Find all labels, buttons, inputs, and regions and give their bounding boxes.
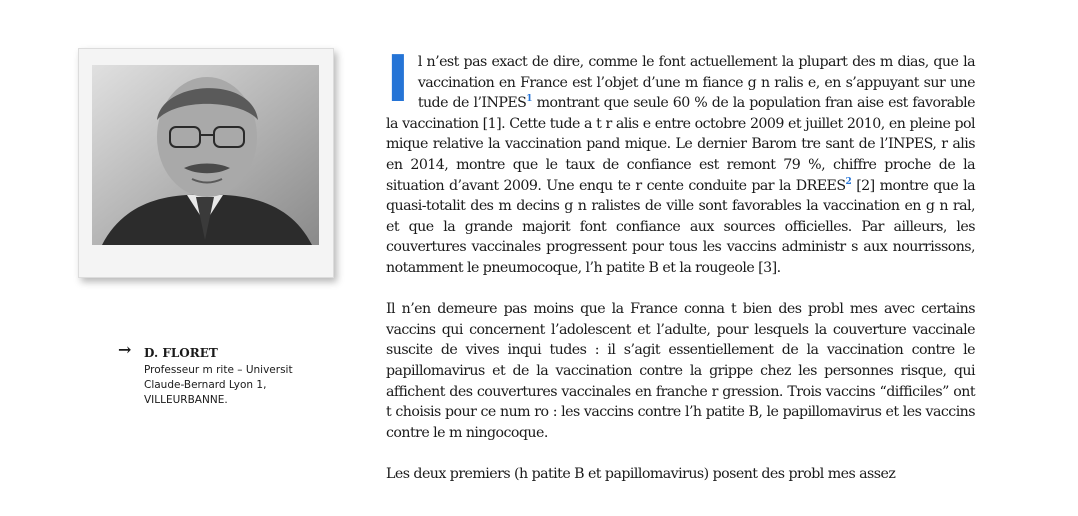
author-affiliation xyxy=(144,363,333,408)
drop-cap: I xyxy=(386,43,410,117)
affiliation-line: Professeur m rite – Universit xyxy=(144,364,293,376)
paragraph: Les deux premiers (h patite B et papillomavirus) posent des probl mes assez xyxy=(386,465,896,482)
affiliation-line: VILLEURBANNE. xyxy=(144,394,228,406)
paragraph-text: [2] montre que la quasi-totalit des m decins g n ralistes de ville sont favorables la vaccination en g n ral, et que la grande majorit font confiance aux sources officielles. Par ailleurs, les couvertures vaccinales progressent pour tous les vaccins administr s aux nourrissons, notamment le pneumocoque, l’h patite B et la rougeole [3]. xyxy=(386,177,976,276)
author-photo-frame xyxy=(78,48,334,278)
footnote-ref[interactable]: 2 xyxy=(845,176,852,187)
author-name xyxy=(118,340,333,361)
article-body xyxy=(386,43,976,505)
author-block xyxy=(118,340,333,408)
paragraph: Il n’en demeure pas moins que la France conna t bien des probl mes avec certains vaccins qui concernent l’adolescent et l’adulte, pour lesquels la couverture vaccinale suscite de vives inqui tudes : il s’agit essentiellement de la vaccination contre le papillomavirus et de la vaccination contre la grippe chez les personnes risque, qui affichent des couvertures vaccinales en franche r gression. Trois vaccins “difficiles” ont t choisis pour ce num ro : les vaccins contre l’h patite B, le papillomavirus et les vaccins contre le m ningocoque. xyxy=(386,301,975,441)
paragraph-text: l n’est pas exact de dire, comme le font actuellement la plupart des m dias, que la vaccination en France est l’objet d’une m fiance g n ralis e, en s’appuyant sur une tude de l’INPES xyxy=(417,54,975,112)
affiliation-line: Claude-Bernard Lyon 1, xyxy=(144,379,267,391)
footnote-ref[interactable]: 1 xyxy=(526,94,533,105)
paragraph-text: montrant que seule 60 % de la population fran aise est favorable la vaccination [1]. Cette tude a t r alis e entre octobre 2009 et juillet 2010, en pleine pol mique relative la vaccination pand mique. Le dernier Barom tre sant de l’INPES, r alis en 2014, montre que le taux de confiance est remont 79 %, chiffre proche de la situation d’avant 2009. Une enqu te r cente conduite par la DREES xyxy=(386,95,975,194)
paragraph xyxy=(386,43,976,279)
author-name-text: D. FLORET xyxy=(144,346,218,360)
portrait-image xyxy=(92,65,319,245)
arrow-right-icon: → xyxy=(118,340,132,359)
author-photo xyxy=(92,65,319,245)
